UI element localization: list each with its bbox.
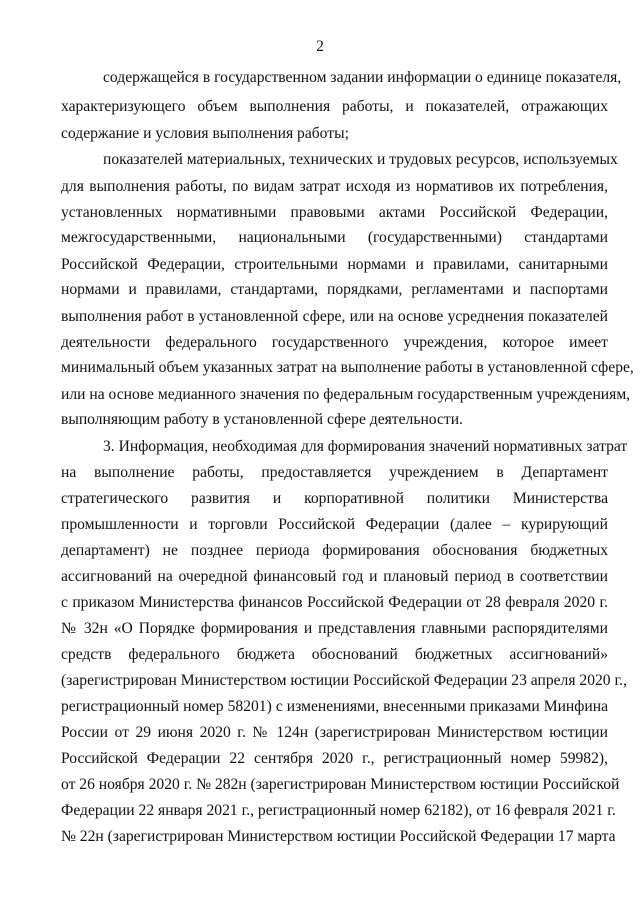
text-line: межгосударственными, национальными (государственными) стандартами (61, 229, 608, 246)
text-line: Российской Федерации 22 сентября 2020 г., регистрационный номер 59982), (61, 750, 608, 767)
text-line: деятельности федерального государственного учреждения, которое имеет (61, 334, 608, 351)
text-line: выполнения работ в установленной сфере, или на основе усреднения показателей (61, 308, 608, 325)
text-line: департамент) не позднее периода формирования обоснования бюджетных (61, 542, 608, 559)
text-line: содержание и условия выполнения работы; (61, 125, 349, 142)
text-line: 3. Информация, необходимая для формирования значений нормативных затрат (103, 438, 628, 455)
text-line: промышленности и торговли Российской Федерации (далее – курирующий (61, 516, 608, 533)
text-line: средств федерального бюджета обоснований бюджетных ассигнований» (61, 646, 608, 663)
text-line: России от 29 июня 2020 г. № 124н (зарегистрирован Министерством юстиции (61, 724, 608, 741)
text-line: выполняющим работу в установленной сфере деятельности. (61, 411, 463, 428)
text-line: ассигнований на очередной финансовый год и плановый период в соответствии (61, 568, 608, 585)
text-line: регистрационный номер 58201) с изменениями, внесенными приказами Минфина (61, 698, 608, 715)
text-line: содержащейся в государственном задании информации о единице показателя, (103, 69, 622, 86)
text-line: с приказом Министерства финансов Российской Федерации от 28 февраля 2020 г. (61, 594, 608, 611)
text-line: минимальный объем указанных затрат на выполнение работы в установленной сфере, (61, 359, 634, 376)
text-line: характеризующего объем выполнения работы, и показателей, отражающих (61, 98, 608, 115)
text-line: показателей материальных, технических и трудовых ресурсов, используемых (103, 151, 618, 168)
text-line: нормами и правилами, стандартами, порядками, регламентами и паспортами (61, 281, 608, 298)
text-line: стратегического развития и корпоративной политики Министерства (61, 490, 608, 507)
text-line: (зарегистрирован Министерством юстиции Российской Федерации 23 апреля 2020 г., (61, 672, 627, 689)
text-line: № 32н «О Порядке формирования и представления главными распорядителями (61, 620, 608, 637)
text-line: или на основе медианного значения по федеральным государственным учреждениям, (61, 386, 631, 403)
text-line: от 26 ноября 2020 г. № 282н (зарегистрирован Министерством юстиции Российской (61, 776, 620, 793)
page-number: 2 (316, 38, 324, 55)
text-line: Федерации 22 января 2021 г., регистрационный номер 62182), от 16 февраля 2021 г. (61, 802, 616, 819)
text-line: для выполнения работы, по видам затрат исходя из нормативов их потребления, (61, 178, 608, 195)
text-line: № 22н (зарегистрирован Министерством юстиции Российской Федерации 17 марта (61, 828, 616, 845)
text-line: на выполнение работы, предоставляется учреждением в Департамент (61, 464, 608, 481)
text-line: установленных нормативными правовыми актами Российской Федерации, (61, 204, 608, 221)
text-line: Российской Федерации, строительными нормами и правилами, санитарными (61, 256, 608, 273)
